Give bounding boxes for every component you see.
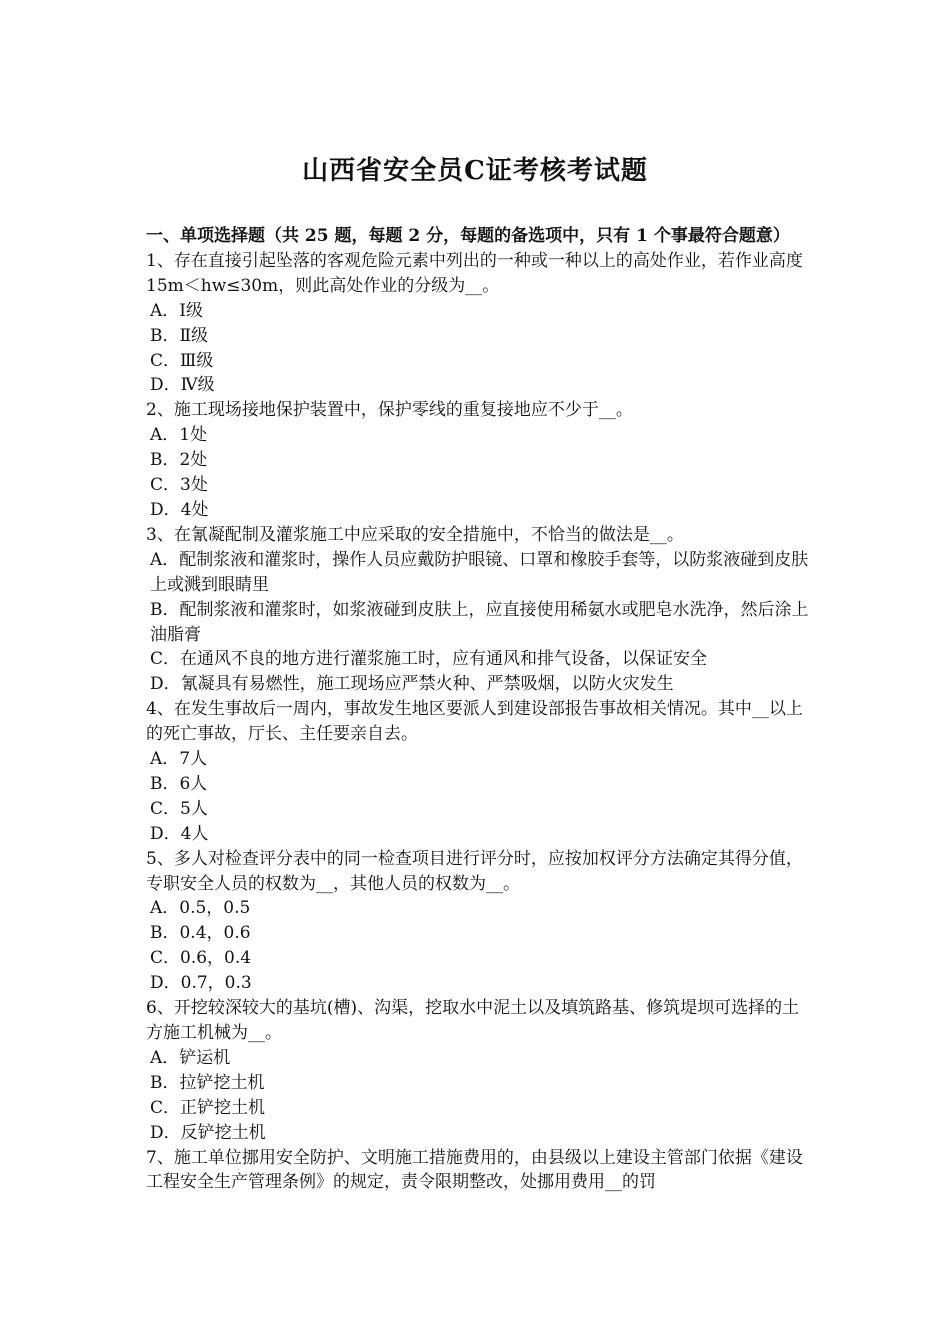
option-d: D．氰凝具有易燃性，施工现场应严禁火种、严禁吸烟，以防火灾发生 bbox=[150, 674, 674, 695]
question-stem: 7、施工单位挪用安全防护、文明施工措施费用的，由县级以上建设主管部门依据《建设工程安全生产管理条例》的规定，责令限期整改，处挪用费用__的罚 bbox=[146, 1147, 803, 1193]
option-b: B．配制浆液和灌浆时，如浆液碰到皮肤上，应直接使用稀氨水或肥皂水洗净，然后涂上油脂膏 bbox=[150, 599, 809, 645]
option-d: D．Ⅳ级 bbox=[150, 375, 215, 396]
question-stem: 2、施工现场接地保护装置中，保护零线的重复接地应不少于__。 bbox=[146, 400, 633, 421]
option-d: D．0.7，0.3 bbox=[150, 973, 252, 994]
question-stem: 1、存在直接引起坠落的客观危险元素中列出的一种或一种以上的高处作业，若作业高度15m＜hw≤30m，则此高处作业的分级为__。 bbox=[146, 250, 803, 296]
option-a: A．7人 bbox=[150, 749, 208, 770]
option-a: A．0.5，0.5 bbox=[150, 898, 251, 919]
option-b: B．0.4，0.6 bbox=[150, 923, 251, 944]
question-7 bbox=[146, 1146, 816, 1196]
option-a: A．1处 bbox=[150, 425, 208, 446]
question-stem: 4、在发生事故后一周内，事故发生地区要派人到建设部报告事故相关情况。其中__以上的死亡事故，厅长、主任要亲自去。 bbox=[146, 699, 803, 745]
option-a: A．配制浆液和灌浆时，操作人员应戴防护眼镜、口罩和橡胶手套等，以防浆液碰到皮肤上或溅到眼睛里 bbox=[150, 549, 809, 595]
option-d: D．反铲挖土机 bbox=[150, 1122, 266, 1143]
question-1 bbox=[146, 249, 816, 398]
option-c: C．在通风不良的地方进行灌浆施工时，应有通风和排气设备，以保证安全 bbox=[150, 649, 708, 670]
question-stem: 6、开挖较深较大的基坑(槽)、沟渠，挖取水中泥土以及填筑路基、修筑堤坝可选择的土方施工机械为__。 bbox=[146, 998, 800, 1043]
question-5 bbox=[146, 847, 816, 996]
option-b: B．6人 bbox=[150, 773, 208, 794]
question-3 bbox=[146, 523, 816, 697]
question-2 bbox=[146, 398, 816, 523]
option-c: C．Ⅲ级 bbox=[150, 350, 214, 371]
option-c: C．0.6，0.4 bbox=[150, 948, 252, 969]
question-stem: 3、在氰凝配制及灌浆施工中应采取的安全措施中，不恰当的做法是__。 bbox=[146, 524, 684, 545]
section-heading: 一、单项选择题（共 25 题，每题 2 分，每题的备选项中，只有 1 个事最符合题意） bbox=[146, 226, 790, 246]
option-c: C．正铲挖土机 bbox=[150, 1097, 266, 1118]
option-b: B．2处 bbox=[150, 450, 208, 471]
document-title: 山西省安全员C证考核考试题 bbox=[302, 156, 648, 186]
option-c: C．5人 bbox=[150, 798, 208, 819]
option-b: B．Ⅱ级 bbox=[150, 325, 209, 346]
question-6 bbox=[146, 996, 816, 1145]
option-a: A．铲运机 bbox=[150, 1047, 231, 1068]
document-body bbox=[146, 224, 816, 1195]
question-4 bbox=[146, 697, 816, 846]
option-d: D．4处 bbox=[150, 499, 209, 520]
question-stem: 5、多人对检查评分表中的同一检查项目进行评分时，应按加权评分方法确定其得分值，专职安全人员的权数为__，其他人员的权数为__。 bbox=[146, 848, 803, 894]
option-d: D．4人 bbox=[150, 823, 209, 844]
option-a: A．Ⅰ级 bbox=[150, 300, 203, 321]
option-c: C．3处 bbox=[150, 475, 208, 496]
option-b: B．拉铲挖土机 bbox=[150, 1072, 265, 1093]
